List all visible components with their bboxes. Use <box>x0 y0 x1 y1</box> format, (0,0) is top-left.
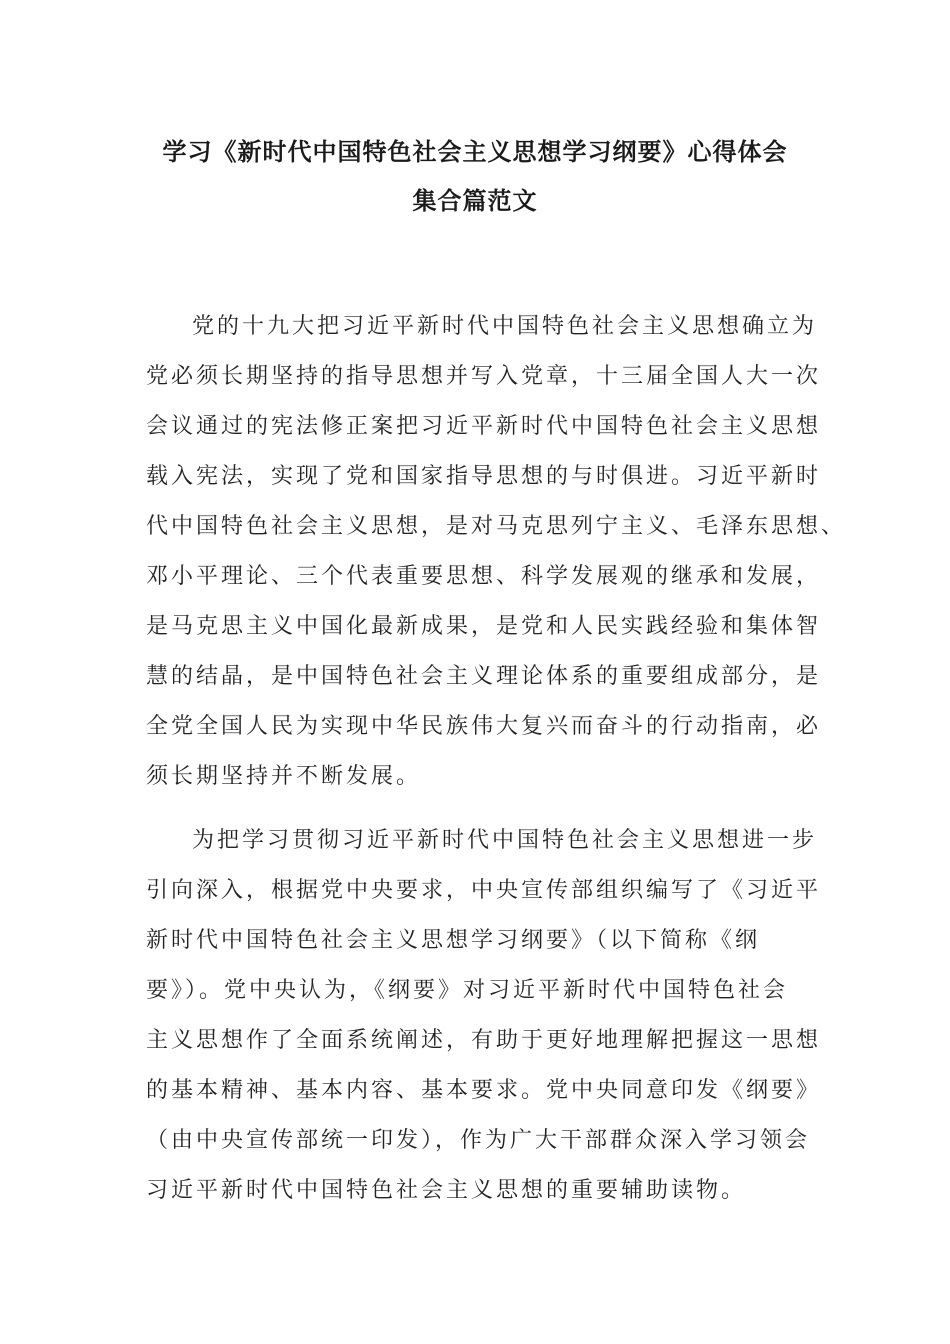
paragraph-line: 全党全国人民为实现中华民族伟大复兴而奋斗的行动指南，必 <box>146 714 822 739</box>
paragraph-line: 载入宪法，实现了党和国家指导思想的与时俱进。习近平新时 <box>146 464 822 489</box>
paragraph-line: 是马克思主义中国化最新成果，是党和人民实践经验和集体智 <box>146 614 822 639</box>
paragraph-line: 主义思想作了全面系统阐述，有助于更好地理解把握这一思想 <box>146 1028 822 1053</box>
paragraph-line: 代中国特色社会主义思想，是对马克思列宁主义、毛泽东思想、 <box>146 514 847 539</box>
paragraph-line: 会议通过的宪法修正案把习近平新时代中国特色社会主义思想 <box>146 414 822 439</box>
document-title-line-2: 集合篇范文 <box>412 187 538 215</box>
paragraph-line: 慧的结晶，是中国特色社会主义理论体系的重要组成部分，是 <box>146 664 822 689</box>
paragraph-line: 须长期坚持并不断发展。 <box>146 764 422 789</box>
paragraph-line: 引向深入，根据党中央要求，中央宣传部组织编写了《习近平 <box>146 878 822 903</box>
paragraph-line: 习近平新时代中国特色社会主义思想的重要辅助读物。 <box>146 1178 747 1203</box>
paragraph-line: （由中央宣传部统一印发），作为广大干部群众深入学习领会 <box>146 1128 811 1153</box>
paragraph-line: 党的十九大把习近平新时代中国特色社会主义思想确立为 <box>192 314 818 339</box>
paragraph-line: 的基本精神、基本内容、基本要求。党中央同意印发《纲要》 <box>146 1078 822 1103</box>
paragraph-line: 新时代中国特色社会主义思想学习纲要》（以下简称《纲 <box>146 928 761 953</box>
paragraph-line: 要》）。党中央认为，《纲要》对习近平新时代中国特色社会 <box>146 978 789 1003</box>
paragraph-line: 邓小平理论、三个代表重要思想、科学发展观的继承和发展， <box>146 564 822 589</box>
paragraph-line: 党必须长期坚持的指导思想并写入党章，十三届全国人大一次 <box>146 364 822 389</box>
document-title-line-1: 学习《新时代中国特色社会主义思想学习纲要》心得体会 <box>162 138 788 166</box>
paragraph-line: 为把学习贯彻习近平新时代中国特色社会主义思想进一步 <box>192 828 818 853</box>
